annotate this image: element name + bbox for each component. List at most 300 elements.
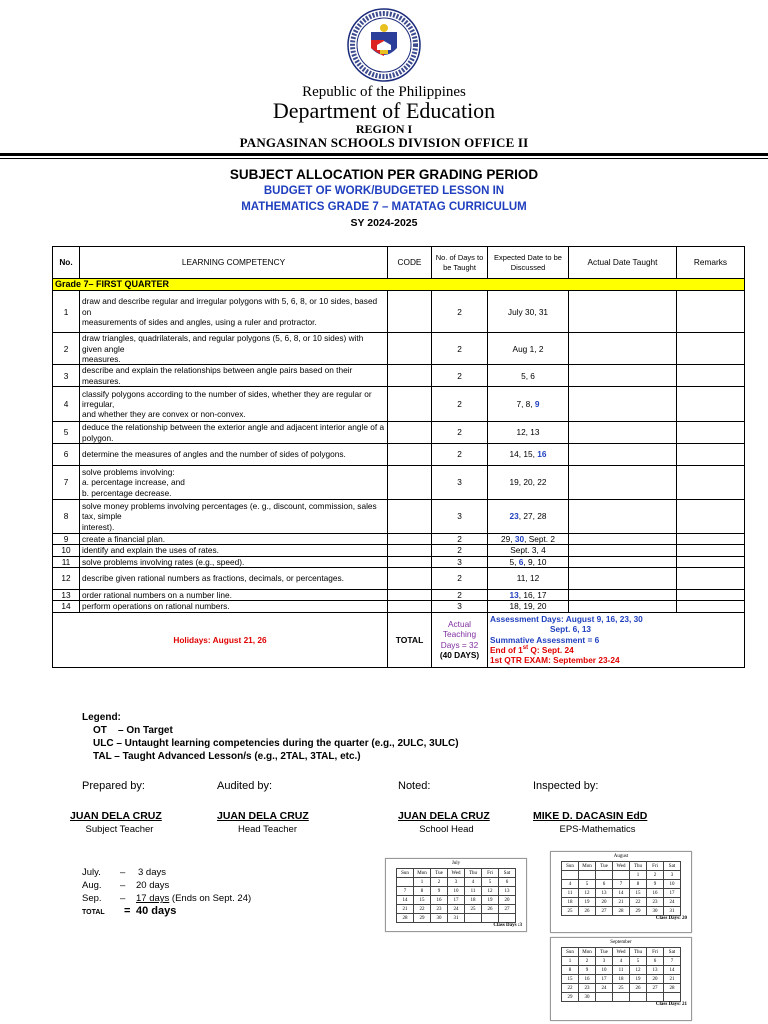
- calendar-day: 21: [613, 898, 630, 907]
- date-part: , 27, 28: [518, 511, 547, 522]
- row-actual-date: [569, 291, 677, 333]
- calendar-day: 26: [579, 907, 596, 916]
- row-code: [388, 291, 432, 333]
- doc-title: SUBJECT ALLOCATION PER GRADING PERIOD: [229, 167, 539, 182]
- calendar-month-title: July: [451, 861, 461, 866]
- calendar-day: 29: [414, 914, 431, 923]
- quarter-exam: 1st QTR EXAM: September 23-24: [490, 655, 620, 666]
- calendar-day: 15: [630, 889, 647, 898]
- row-days: 2: [432, 590, 488, 601]
- calendar-day: 28: [664, 984, 681, 993]
- weekday-header: Thu: [630, 948, 647, 957]
- calendar-day: 7: [664, 957, 681, 966]
- header-competency: LEARNING COMPETENCY: [80, 247, 388, 279]
- table-row: [53, 556, 745, 567]
- calendar-day: 17: [596, 975, 613, 984]
- row-remarks: [677, 500, 745, 534]
- calendar-day: 22: [562, 984, 579, 993]
- calendar-day: 3: [596, 957, 613, 966]
- row-number: 11: [53, 556, 80, 567]
- calendar-day: 19: [482, 896, 499, 905]
- assessment-days: Assessment Days: August 9, 16, 23, 30: [490, 613, 643, 624]
- row-competency: [80, 534, 388, 545]
- calendar-day: 15: [414, 896, 431, 905]
- weekday-header: Tue: [596, 862, 613, 871]
- table-row: [53, 601, 745, 612]
- weekday-header: Wed: [613, 948, 630, 957]
- row-days: 2: [432, 365, 488, 387]
- row-number: 6: [53, 444, 80, 466]
- calendar-july: [385, 858, 527, 932]
- row-actual-date: [569, 387, 677, 422]
- calendar-day: 27: [596, 907, 613, 916]
- calendar-day: 16: [579, 975, 596, 984]
- actual-line: Actual: [447, 619, 472, 630]
- header-no: No.: [53, 247, 80, 279]
- calendar-day: 12: [579, 889, 596, 898]
- row-actual-date: [569, 444, 677, 466]
- row-days: 3: [432, 556, 488, 567]
- row-remarks: [677, 365, 745, 387]
- row-days: 2: [432, 534, 488, 545]
- competency-line: order rational numbers on a number line.: [82, 590, 232, 601]
- row-expected-date: [488, 387, 569, 422]
- row-number: 8: [53, 500, 80, 534]
- end-of-quarter: [490, 645, 742, 655]
- row-actual-date: [569, 333, 677, 365]
- calendar-day: 22: [630, 898, 647, 907]
- weekday-header: Sun: [397, 869, 414, 878]
- calendar-day: 24: [664, 898, 681, 907]
- calendar-day: 11: [613, 966, 630, 975]
- row-competency: [80, 545, 388, 556]
- row-competency: [80, 466, 388, 500]
- date-part: 16: [537, 449, 547, 460]
- calendar-day: 25: [613, 984, 630, 993]
- row-code: [388, 500, 432, 534]
- calendar-day: 1: [414, 878, 431, 887]
- calendar-september: [550, 937, 692, 1021]
- calendar-day: 15: [562, 975, 579, 984]
- row-remarks: [677, 422, 745, 444]
- calendar-day: [613, 871, 630, 880]
- aug-month: Aug.: [82, 880, 102, 891]
- weekday-header: Sat: [664, 862, 681, 871]
- header-rule-thick: [0, 153, 768, 156]
- row-actual-date: [569, 365, 677, 387]
- calendar-month-title: August: [613, 854, 629, 859]
- row-competency: [80, 333, 388, 365]
- calendar-day: 6: [647, 957, 664, 966]
- calendar-day: 26: [630, 984, 647, 993]
- header-region: REGION I: [355, 122, 413, 136]
- row-number: 10: [53, 545, 80, 556]
- row-days: 2: [432, 444, 488, 466]
- row-remarks: [677, 387, 745, 422]
- calendar-day: 6: [499, 878, 516, 887]
- calendar-day: 1: [630, 871, 647, 880]
- inspected-label: Inspected by:: [533, 780, 599, 792]
- row-code: [388, 444, 432, 466]
- table-row: [53, 568, 745, 590]
- holidays: Holidays: August 21, 26: [53, 612, 388, 667]
- row-number: 7: [53, 466, 80, 500]
- calendar-day: 6: [596, 880, 613, 889]
- calendar-day: 1: [562, 957, 579, 966]
- calendar-day: 17: [448, 896, 465, 905]
- competency-line: deduce the relationship between the exterior angle and adjacent interior angle of a polygon.: [82, 422, 385, 443]
- calendar-day: 13: [499, 887, 516, 896]
- row-competency: [80, 422, 388, 444]
- calendar-day: 8: [562, 966, 579, 975]
- row-remarks: [677, 601, 745, 612]
- calendar-month-title: September: [610, 940, 632, 945]
- row-remarks: [677, 568, 745, 590]
- prepared-name: JUAN DELA CRUZ: [70, 810, 162, 822]
- july-days: 3 days: [138, 867, 166, 878]
- sep-days: 17 days: [136, 893, 170, 904]
- row-competency: [80, 444, 388, 466]
- row-expected-date: [488, 534, 569, 545]
- weekday-header: Fri: [482, 869, 499, 878]
- calendar-day: [647, 993, 664, 1002]
- assessment-notes: [488, 612, 745, 667]
- weekday-header: Thu: [465, 869, 482, 878]
- row-remarks: [677, 556, 745, 567]
- summative: Summative Assessment = 6: [490, 634, 600, 645]
- date-part: 13: [509, 590, 519, 601]
- row-expected-date: [488, 601, 569, 612]
- actual-line: Days = 32: [440, 639, 479, 650]
- calendar-day: 7: [397, 887, 414, 896]
- row-competency: [80, 500, 388, 534]
- row-actual-date: [569, 422, 677, 444]
- calendar-day: 2: [431, 878, 448, 887]
- competency-line: a. percentage increase, and: [82, 477, 185, 488]
- competency-line: and whether they are convex or non-convex.: [82, 409, 246, 420]
- calendar-day: [465, 914, 482, 923]
- row-expected-date: [488, 365, 569, 387]
- calendar-day: [596, 871, 613, 880]
- row-expected-date: [488, 545, 569, 556]
- header-actual: Actual Date Taught: [569, 247, 677, 279]
- legend-ulc: ULC – Untaught learning competencies during the quarter (e.g., 2ULC, 3ULC): [93, 738, 459, 749]
- row-code: [388, 556, 432, 567]
- row-code: [388, 422, 432, 444]
- eq-pre: End of 1: [490, 645, 523, 656]
- row-competency: [80, 590, 388, 601]
- calendar-day: 24: [596, 984, 613, 993]
- calendar-class-days: Class Days: 21: [655, 1002, 687, 1007]
- row-days: 2: [432, 333, 488, 365]
- row-number: 12: [53, 568, 80, 590]
- date-part: 29,: [501, 534, 515, 545]
- competency-line: create a financial plan.: [82, 534, 166, 545]
- competency-line: classify polygons according to the number of sides, whether they are regular or irregular,: [82, 388, 372, 409]
- date-part: 23: [509, 511, 519, 522]
- calendar-day: 20: [647, 975, 664, 984]
- calendar-day: 23: [647, 898, 664, 907]
- row-code: [388, 601, 432, 612]
- audited-label: Audited by:: [217, 780, 273, 792]
- calendar-day: 12: [630, 966, 647, 975]
- competency-line: determine the measures of angles and the number of sides of polygons.: [82, 449, 346, 460]
- calendar-day: [397, 878, 414, 887]
- calendar-day: 27: [499, 905, 516, 914]
- assessment-days-2: Sept. 6, 13: [550, 624, 592, 635]
- row-remarks: [677, 333, 745, 365]
- calendar-day: 14: [613, 889, 630, 898]
- quarter-label: Grade 7– FIRST QUARTER: [53, 279, 745, 291]
- noted-name: JUAN DELA CRUZ: [398, 810, 490, 822]
- school-year: SY 2024-2025: [350, 217, 418, 229]
- row-code: [388, 545, 432, 556]
- eq-post: Q: Sept. 24: [528, 645, 574, 656]
- calendar-day: 2: [647, 871, 664, 880]
- doc-subtitle-1: BUDGET OF WORK/BUDGETED LESSON IN: [263, 185, 505, 197]
- calendar-day: 18: [465, 896, 482, 905]
- calendar-day: 30: [647, 907, 664, 916]
- calendar-day: 30: [431, 914, 448, 923]
- row-number: 13: [53, 590, 80, 601]
- table-row: [53, 500, 745, 534]
- calendar-day: 8: [630, 880, 647, 889]
- row-number: 14: [53, 601, 80, 612]
- prepared-role: Subject Teacher: [85, 824, 154, 835]
- competency-line: solve problems involving rates (e.g., speed).: [82, 556, 245, 567]
- calendar-day: 17: [664, 889, 681, 898]
- weekday-header: Tue: [596, 948, 613, 957]
- calendar-day: 13: [596, 889, 613, 898]
- dash: –: [120, 893, 126, 904]
- calendar-day: 5: [630, 957, 647, 966]
- calendar-day: 3: [664, 871, 681, 880]
- calendar-day: [482, 914, 499, 923]
- calendar-day: 9: [647, 880, 664, 889]
- row-days: 2: [432, 422, 488, 444]
- row-competency: [80, 291, 388, 333]
- row-competency: [80, 387, 388, 422]
- competency-line: draw triangles, quadrilaterals, and regular polygons (5, 6, 8, or 10 sides) with given angle: [82, 333, 364, 354]
- row-actual-date: [569, 568, 677, 590]
- calendar-day: 26: [482, 905, 499, 914]
- row-actual-date: [569, 601, 677, 612]
- date-part: 7, 8,: [516, 398, 535, 409]
- row-competency: [80, 601, 388, 612]
- calendar-day: [579, 871, 596, 880]
- weekday-header: Mon: [579, 948, 596, 957]
- quarter-row: [53, 279, 745, 291]
- row-number: 3: [53, 365, 80, 387]
- legend-tal: TAL – Taught Advanced Lesson/s (e.g., 2TAL, 3TAL, etc.): [93, 751, 361, 762]
- calendar-day: 25: [562, 907, 579, 916]
- date-part: , Sept. 2: [524, 534, 555, 545]
- competency-line: b. percentage decrease.: [82, 487, 172, 498]
- date-part: , 9, 10: [523, 556, 547, 567]
- weekday-header: Sun: [562, 948, 579, 957]
- date-part: July 30, 31: [507, 306, 549, 317]
- audited-role: Head Teacher: [238, 824, 297, 835]
- competency-line: measures.: [82, 353, 121, 364]
- row-expected-date: [488, 291, 569, 333]
- header-expected: Expected Date to be Discussed: [488, 247, 569, 279]
- weekday-header: Fri: [647, 948, 664, 957]
- calendar-day: [562, 871, 579, 880]
- aug-days: 20 days: [136, 880, 170, 891]
- row-remarks: [677, 545, 745, 556]
- competency-line: describe given rational numbers as fractions, decimals, or percentages.: [82, 573, 344, 584]
- calendar-day: 12: [482, 887, 499, 896]
- row-expected-date: [488, 466, 569, 500]
- doc-subtitle-2: MATHEMATICS GRADE 7 – MATATAG CURRICULUM: [241, 201, 527, 213]
- calendar-day: 20: [499, 896, 516, 905]
- total-row: [53, 612, 745, 667]
- row-code: [388, 365, 432, 387]
- table-row: [53, 590, 745, 601]
- total-label: TOTAL: [82, 909, 105, 916]
- legend-ot: OT – On Target: [93, 725, 173, 736]
- row-expected-date: [488, 568, 569, 590]
- date-part: 18, 19, 20: [509, 601, 547, 612]
- calendar-day: 13: [647, 966, 664, 975]
- date-part: 11, 12: [516, 573, 540, 584]
- calendar-day: 21: [397, 905, 414, 914]
- weekday-header: Sat: [664, 948, 681, 957]
- row-expected-date: [488, 422, 569, 444]
- table-row: [53, 444, 745, 466]
- row-number: 5: [53, 422, 80, 444]
- calendar-day: 19: [630, 975, 647, 984]
- calendar-class-days: Class Days: 20: [655, 916, 687, 921]
- table-row: [53, 422, 745, 444]
- calendar-day: [613, 993, 630, 1002]
- weekday-header: Sun: [562, 862, 579, 871]
- date-part: 12, 13: [516, 427, 540, 438]
- row-actual-date: [569, 534, 677, 545]
- calendar-day: 8: [414, 887, 431, 896]
- sep-month: Sep.: [82, 893, 102, 904]
- calendar-day: 29: [630, 907, 647, 916]
- date-part: 5,: [509, 556, 519, 567]
- calendar-day: 31: [448, 914, 465, 923]
- dash: –: [120, 867, 126, 878]
- row-remarks: [677, 291, 745, 333]
- calendar-day: 16: [647, 889, 664, 898]
- calendar-day: 9: [579, 966, 596, 975]
- calendar-day: 25: [465, 905, 482, 914]
- weekday-header: Wed: [613, 862, 630, 871]
- competency-line: draw and describe regular and irregular polygons with 5, 6, 8, or 10 sides, based on: [82, 296, 378, 317]
- row-code: [388, 387, 432, 422]
- row-competency: [80, 568, 388, 590]
- calendar-day: [630, 993, 647, 1002]
- calendar-day: [499, 914, 516, 923]
- calendar-day: 18: [613, 975, 630, 984]
- calendar-day: 31: [664, 907, 681, 916]
- calendar-day: 20: [596, 898, 613, 907]
- row-days: 2: [432, 387, 488, 422]
- calendar-day: 24: [448, 905, 465, 914]
- weekday-header: Thu: [630, 862, 647, 871]
- calendar-day: 23: [431, 905, 448, 914]
- calendar-day: 23: [579, 984, 596, 993]
- row-actual-date: [569, 545, 677, 556]
- row-number: 4: [53, 387, 80, 422]
- legend-title: Legend:: [82, 712, 121, 723]
- row-expected-date: [488, 444, 569, 466]
- row-code: [388, 534, 432, 545]
- date-part: 9: [534, 398, 540, 409]
- row-days: 2: [432, 545, 488, 556]
- calendar-day: 7: [613, 880, 630, 889]
- date-part: 30: [514, 534, 525, 545]
- deped-seal-icon: [347, 8, 421, 82]
- header-department: Department of Education: [272, 98, 496, 123]
- calendar-day: 4: [613, 957, 630, 966]
- noted-label: Noted:: [398, 780, 431, 792]
- row-remarks: [677, 444, 745, 466]
- dash: –: [120, 880, 126, 891]
- calendar-day: 4: [465, 878, 482, 887]
- weekday-header: Tue: [431, 869, 448, 878]
- actual-teaching-days: [432, 612, 488, 667]
- date-part: 14, 15,: [509, 449, 538, 460]
- calendar-august: [550, 851, 692, 933]
- table-row: [53, 466, 745, 500]
- calendar-day: 3: [448, 878, 465, 887]
- table-row: [53, 365, 745, 387]
- calendar-day: 18: [562, 898, 579, 907]
- row-days: 3: [432, 466, 488, 500]
- header-code: CODE: [388, 247, 432, 279]
- row-code: [388, 590, 432, 601]
- row-code: [388, 466, 432, 500]
- calendar-day: 14: [397, 896, 414, 905]
- table-row: [53, 333, 745, 365]
- row-remarks: [677, 466, 745, 500]
- row-days: 2: [432, 568, 488, 590]
- calendar-day: 11: [562, 889, 579, 898]
- date-part: 6: [518, 556, 524, 567]
- row-expected-date: [488, 590, 569, 601]
- total-label: TOTAL: [388, 612, 432, 667]
- competency-line: solve money problems involving percentages (e. g., discount, commission, sales tax, simple: [82, 501, 377, 522]
- calendar-day: 5: [579, 880, 596, 889]
- competency-line: identify and explain the uses of rates.: [82, 545, 219, 556]
- header-days: No. of Days to be Taught: [432, 247, 488, 279]
- calendar-day: 14: [664, 966, 681, 975]
- noted-role: School Head: [419, 824, 474, 835]
- prepared-label: Prepared by:: [82, 780, 145, 792]
- calendar-day: 28: [613, 907, 630, 916]
- competency-line: interest).: [82, 521, 115, 532]
- calendar-day: [596, 993, 613, 1002]
- weekday-header: Wed: [448, 869, 465, 878]
- sep-note: (Ends on Sept. 24): [169, 893, 252, 904]
- calendar-day: 21: [664, 975, 681, 984]
- date-part: 19, 20, 22: [509, 477, 547, 488]
- calendar-day: [664, 993, 681, 1002]
- row-remarks: [677, 534, 745, 545]
- row-actual-date: [569, 590, 677, 601]
- competency-line: perform operations on rational numbers.: [82, 601, 230, 612]
- row-code: [388, 568, 432, 590]
- table-row: [53, 545, 745, 556]
- calendar-class-days: Class Days :3: [493, 923, 522, 928]
- july-month: July.: [82, 867, 101, 878]
- calendar-day: 4: [562, 880, 579, 889]
- calendar-day: 22: [414, 905, 431, 914]
